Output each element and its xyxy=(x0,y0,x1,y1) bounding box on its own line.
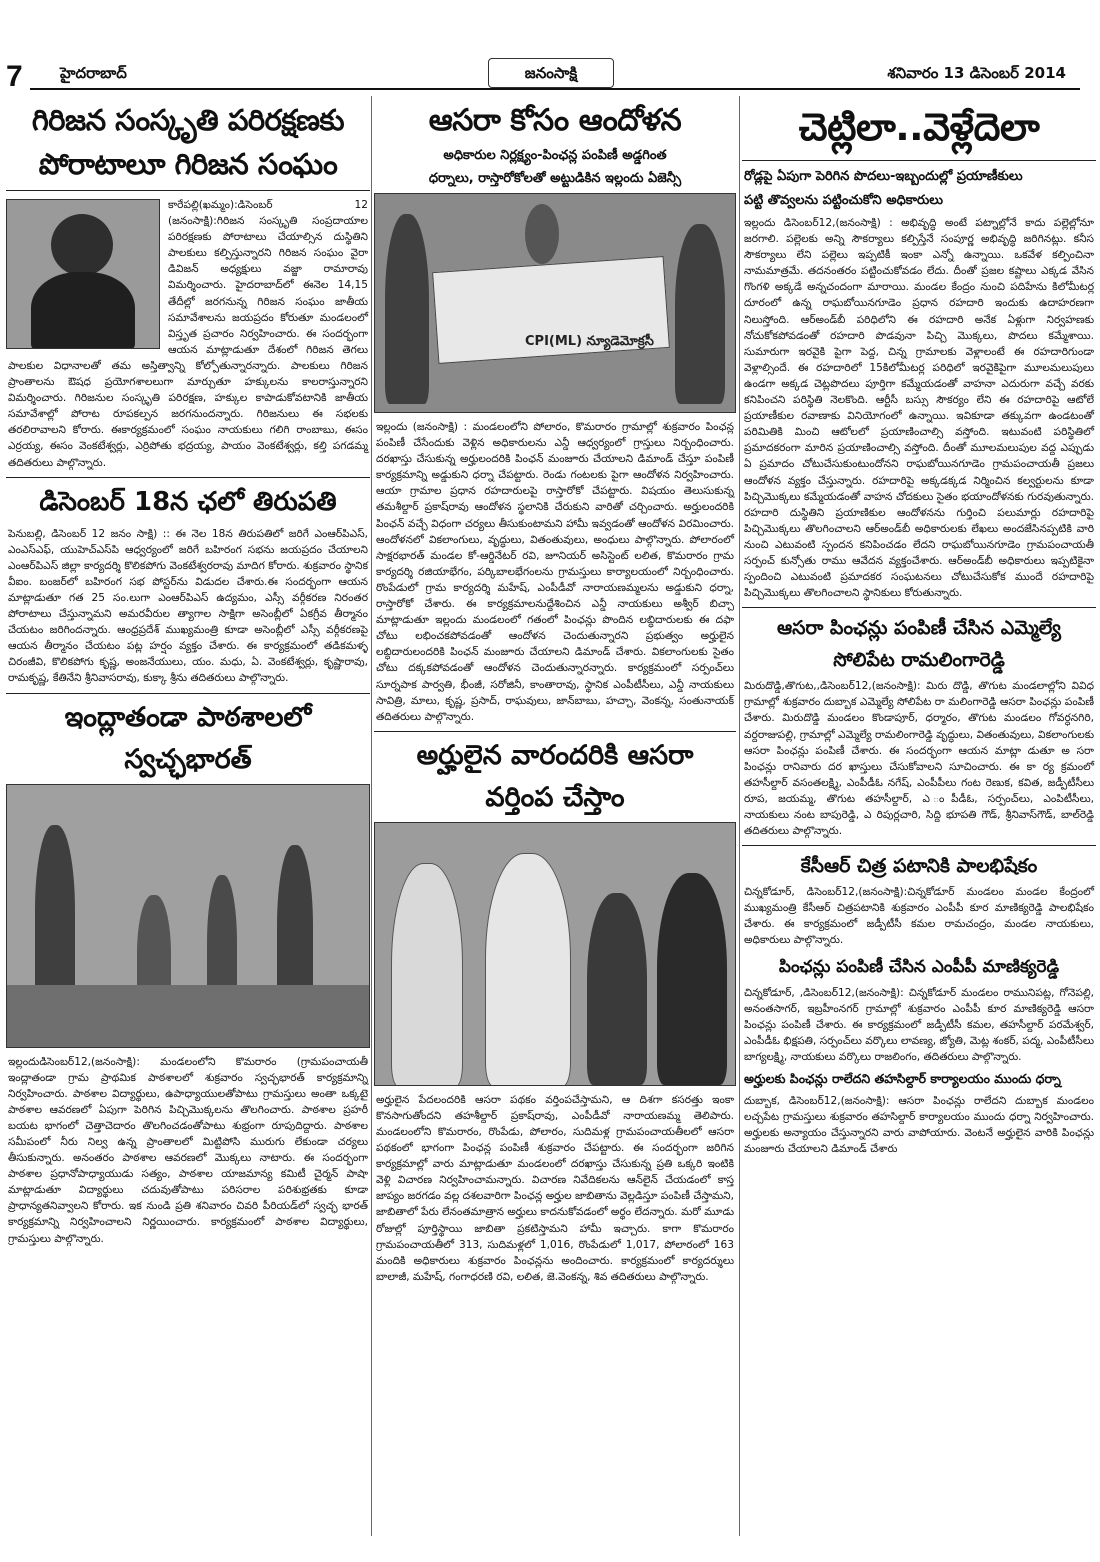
article-body: ఇల్లందు డిసెంబర్12,(జనంసాక్షి) : అభివృద్ధి అంటే పట్నాల్లోనే కాదు పల్లెల్లోనూ జరగాలి. పల్లెలకు అన్ని సౌకర్యాలు కల్పిస్తేనే సంపూర్ణ అభివృద్ధి జరిగినట్లు. కనీస సౌకర్యాలు లేని పల్లెలు ఇప్పటికీ ఇంకా ఎన్నో ఉన్నాయి. ఒకవేళ కల్పించినా నామమాత్రమే. తదనంతరం పట్టించుకోవడం లేదు. దీంతో ప్రజల కష్టాలు ఎక్కడ వేసిన గొంగళి అక్కడే అన్నచందంగా మారాయి. మండల కేంద్రం నుంచి పదిహేను కిలోమీటర్ల దూరంలో ఉన్న రాఘబోయినగూడెం ప్రధాన రహదారి ఇందుకు ఉదాహరణగా నిలుస్తోంది. ఆర్‌అండ్‌బీ పరిధిలోని ఈ రహదారి అనేక ఏళ్లుగా నిర్వహణకు నోచుకోకపోవడంతో రహదారి పొడవునా పిచ్చి మొక్కలు, పొదలు కమ్మేశాయి. సుమారుగా ఇరవైకి పైగా పెద్ద, చిన్న గ్రామాలకు వెళ్లాలంటే ఈ రహదారిగుండా వెళ్లాల్సిందే. ఈ రహదారిలో 15కిలోమీటర్ల పరిధిలో ఇరవైకిపైగా మూలమలుపులు ఉండగా అక్కడ చెట్లపొదలు పూర్తిగా కమ్మేయడంతో వాహనా ఎదురుగా వచ్చే వరకు కనిపించని పరిస్థితి నెలకొంది. ఆర్టీసీ బస్సు సౌకర్యం లేని ఈ రహదారిపై ఆటోలే ప్రయాణీకుల రవాణాకు వినియోగంలో ఉన్నాయి. ఇవికూడా తక్కువగా ఉండటంతో పరిమితికి మించి ఆటోలలో ప్రయాణించాల్సి వస్తోంది. ఇటువంటి పరిస్థితిలో ప్రమాదకరంగా మారిన ప్రయాణించాల్సి వస్తోంది. దీంతో మూలమలుపుల వద్ద ఎప్పుడు ఏ ప్రమాదం చోటుచేసుకుంటుందోనని రాఘబోయినగూడెం గ్రామపంచాయతీ ప్రజలు ఆందోళన వ్యక్తం చేస్తున్నారు. రహదారిపై అక్కడక్కడ నిర్మించిన కల్వర్టులను కూడా పిచ్చిమొక్కలు కమ్మేయడంతో వాహన చోదకులు సైతం భయాందోళనకు గురవుతున్నారు. రహదారి దుస్థితిని ప్రయాణికుల ఆందోళనను గుర్తించి పలుమార్లు రహదారిపై పిచ్చిమొక్కలు తొలగించాలని ఆర్‌అండ్‌బీ అధికారులకు లేఖలు అందజేసినప్పటికి వారి నుంచి ఎటువంటి స్పందన కనిపించడం లేదని రాఘబోయినగూడెం గ్రామపంచాయతీ సర్పంచ్ కున్సోతు రాము ఆవేదన వ్యక్తంచేశారు. ఆర్‌అండ్‌బీ అధికారులు ఇప్పటికైనా స్పందించి ఎటువంటి ప్రమాదకర సంఘటనలు చోటుచేసుకోక ముందే రహదారిపై పిచ్చిమొక్కలు తొలగించాలని స్థానికులు కోరుతున్నారు. xyxy=(744,217,1094,600)
article-body: దుబ్బాక, డిసెంబర్12,(జనంసాక్షి): ఆసరా పింఛన్లు రాలేదని దుబ్బాక మండలం లచ్చపేట గ్రామస్తులు శుక్రవారం తహసిల్దార్ కార్యాలయం ముందు ధర్నా నిర్వహించారు. అర్హులకు అన్యాయం చేస్తున్నారని వారు వాపోయారు. వెంటనే అర్హులైన వారికి పింఛన్లు మంజూరు చేయాలని డిమాండ్ చేశారు xyxy=(744,1095,1094,1156)
deck: ధర్నాలు, రాస్తారోకోలతో అట్టుడికిన ఇల్లందు ఏజెన్సీ xyxy=(428,171,682,186)
newspaper-logo: జనంసాక్షి xyxy=(488,58,614,88)
divider xyxy=(6,477,370,478)
divider xyxy=(6,190,370,191)
headline: ఇంద్లాతండా పాఠశాలలో xyxy=(64,701,312,733)
column-1 xyxy=(6,96,370,1562)
headline: వర్తింప చేస్తాం xyxy=(485,781,625,813)
article-asara-protest xyxy=(374,100,736,725)
photo-pension-distribution xyxy=(374,822,736,1086)
divider xyxy=(374,731,736,732)
article-body: కారేపల్లి(ఖమ్మం):డిసెంబర్ 12 (జనంసాక్షి):గిరిజన సంస్కృతి సంప్రదాయాల పరిరక్షణకు పోరాటాలు చేయాల్సిన దుస్థితిని పాలకులు కల్పిస్తున్నారని గిరిజన సంఘం వైరా డివిజన్ అధ్యక్షులు వజ్జా రామారావు విమర్శించారు. హైదరాబాద్‌లో ఈనెల 14,15 తేదీల్లో జరగనున్న గిరిజన సంఘం జాతీయ సమావేశాలను జయప్రదం కోరుతూ మండలంలో విస్తృత ప్రచారం నిర్వహించారు. ఈ సందర్భంగా ఆయన మాట్లాడుతూ దేశంలో గిరిజన తెగలు పాలకుల విధానాలతో తమ అస్తిత్వాన్ని కోల్పోతున్నారన్నారు. పాలకులు గిరిజన ప్రాంతాలను ఔషధ ప్రయోగశాలలుగా మార్చుతూ హక్కులను కాలరాస్తున్నారని విమర్శించారు. గిరిజనుల సంస్కృతి పరిరక్షణ, హక్కుల కాపాడుకోవటానికి జాతీయ సమావేశాల్లో పోరాట రూపకల్పన జరగనుందన్నారు. గిరిజనులు ఈ సభలకు తరలిరావాలని కోరారు. ఈకార్యక్రమంలో సంఘం నాయకులు గలిగి రాంబాబు, ఈసం ఎర్రయ్య, ఈసం వెంకటేశ్వర్లు, ఎర్రిపోతు భద్రయ్య, పాయం వెంకటేశ్వర్లు, కల్తి పగడమ్మ తదితరులు పాల్గొన్నారు. xyxy=(8,199,368,469)
publication-date: శనివారం 13 డిసెంబర్ 2014 xyxy=(887,64,1066,82)
article-body: చిన్నకోడూర్, ,డిసెంబర్12,(జనంసాక్షి): చిన్నకోడూర్ మండలం రామునిపట్ల, గోనెపల్లి, అనంతసాగర్, ఇబ్రహీంనగర్ గ్రామాల్లో శుక్రవారం ఎంపీపీ కూర మాణిక్యరెడ్డి ఆసరా పింఛన్లు పంపిణీ చేశారు. ఈ కార్యక్రమంలో జడ్పీటీసీ కమల, తహసీల్దార్ పరమేశ్వర్, ఎంపీడీఓ భిక్షపతి, సర్పంచ్‌లు వర్కొలు లావణ్య, జ్యోతి, మెట్ల శంకర్, పద్మ, ఎంపీటీసీలు బాగ్యలక్ష్మి, నాయకులు వర్కొలు రాజలింగం, తదితరులు పాల్గొన్నారు. xyxy=(744,986,1094,1063)
article-eligible-asara xyxy=(374,738,736,1285)
article-body: చిన్నకోడూర్, డిసెంబర్12,(జనంసాక్షి):చిన్నకోడూర్ మండలం మండల కేంద్రంలో ముఖ్యమంత్రి కేసీఆర్ చిత్రపటానికి శుక్రవారం ఎంపీపీ కూర మాణిక్యరెడ్డి పాలభిషేకం చేశారు. ఈ కార్యక్రమంలో జడ్పీటీసీ కమల రామచంద్రం, మండల నాయకులు, అధికారులు పాల్గొన్నారు. xyxy=(744,886,1094,947)
photo-school-cleanup xyxy=(6,784,370,1048)
article-roadside-bushes xyxy=(742,100,1096,601)
headline: డిసెంబర్ 18న ఛలో తిరుపతి xyxy=(39,486,337,517)
article-body: పెనుబల్లి, డిసెంబర్ 12 జనం సాక్షి) :: ఈ నెల 18న తిరుపతిలో జరిగే ఎంఆర్‌పిఎస్, ఎంఎస్‌ఎఫ్, యుహెచ్‌ఎస్‌పి ఆధ్వర్యంలో జరిగే బహిరంగ సభను జయప్రదం చేయాలని ఎంఆర్‌పిఎస్ జిల్లా కార్యదర్శి కొలికపోగు వెంకటేశ్వరరావు మాదిగ కోరారు. శుక్రవారం స్థానిక వీఐం. బంజర్‌లో బహిరంగ సభ పోస్టర్‌ను విడుదల చేశారు.ఈ సందర్భంగా ఆయన మాట్లాడుతూ గత 25 సం.లుగా ఎంఆర్‌పిఎస్ ఉద్యమం, ఎస్సీ వర్గీకరణ నిరంతర పోరాటాలు చేస్తున్నామని అమరవీరుల త్యాగాల సాక్షిగా అసెంబ్లీలో ఏకగ్రీవ తీర్మానం చేయటం జరిగిందన్నారు. ఆంధ్రప్రదేశ్ ముఖ్యమంత్రి కూడా అసెంబ్లీలో ఎస్సీ వర్గీకరణపై ఆయన తీర్మానం చేయటం పట్ల హర్షం వ్యక్తం చేశారు. ఈ కార్యక్రమంలో తడికమళ్ళ చిరంజీవి, కొలికపోగు కృష్ణ, అంజనేయులు, యం. మధు, ఏ. వెంకటేశ్వర్లు, కృష్ణారావు, రామకృష్ణ, కేతినేని శ్రీనివాసరావు, కుక్కా శ్రీను తదితరులు పాల్గొన్నారు. xyxy=(8,527,368,685)
photo-protest xyxy=(374,193,736,413)
article-mpp-pensions xyxy=(742,953,1096,1065)
article-body: ఇల్లందు (జనంసాక్షి) : మండలంలోని పోలారం, కొమరారం గ్రామాల్లో శుక్రవారం పింఛన్ల పంపిణీ చేసేందుకు వెళ్లిన అధికారులను ఎన్డీ ఆధ్వర్యంలో గ్రాస్తులు నిర్బంధించారు. దరఖాస్తు చేసుకున్న అర్హులందరికి పింఛన్ మంజూరు చేయాలని డిమాండ్ చేస్తూ పంపిణీ కార్యక్రమాన్ని అడ్డుకుని ధర్నా చేపట్టారు. రెండు గంటలకు పైగా ఆందోళన నిర్వహించారు. ఆయా గ్రామాల ప్రధాన రహదారులపై రాస్తారోకో చేపట్టారు. విషయం తెలుసుకున్న తమశీల్దార్ ప్రకాష్‌రావు ఆందోళన స్థలానికి చేరుకుని వారితో చర్చించారు. అర్హులందరికి పింఛన్ వచ్చే విధంగా చర్యలు తీసుకుంటామని హామీ ఇవ్వడంతో ఆందోళన విరమించారు. ఆందోళనలో వికలాంగులు, వృద్ధులు, వితంతువులు, అంధులు పాల్గొన్నారు. పోలారంలో సాక్షరభారత్ మండల కో-ఆర్డినేటర్ రవి, జూనియర్ అసిస్టెంట్ లలిత, కొమరారం గ్రామ కార్యదర్శి రజియాభేగం, పర్కిబాలభేగంలను గ్రామస్తులు కార్యాలయంలో నిర్బంధించారు. రొంపేడులో గ్రామ కార్యదర్శి మహేష్, ఎంపీడీవో నారాయణమ్మలను అడ్డుకుని ధర్నా, రాస్తారోకో చేశారు. ఈ కార్యక్రమాలనుద్దేశించిన ఎన్డీ నాయకులు అశ్వీర్ బిచ్చా మాట్లాడుతూ ఇల్లందు మండలంలో గతంలో పింఛన్లు పొందిన లబ్ధిదారులకు ఈ దఫా చోటు లభించకపోవడంతో ఆందోళన చెందుతున్నారని ప్రభుత్వం అర్హులైన లబ్ధిదారులందరికి పింఛన్ మంజూరు చేయాలని డిమాండ్ చేశారు. వికలాంగులకు సైతం చోటు దక్కకపోవడంతో ఆందోళన చెందుతున్నారన్నారు. కార్యక్రమంలో సర్పంచ్‌లు సూర్నపాక పార్వతి, భీంజీ, సరోజినీ, కాంతారావు, స్థానిక ఎంపీటీసీలు, ఎన్డీ నాయకులు సావిత్రి, మాలు, కృష్ణ, ప్రసాద్, రాఘవులు, జాన్‌బాబు, హచ్చా, వెంకన్న, సంతునాయక్ తదితరులు పాల్గొన్నారు. xyxy=(376,421,734,723)
kicker: రోడ్లపై ఏపుగా పెరిగిన పొదలు-ఇబ్బందుల్లో ప్రయాణీకులు xyxy=(744,169,1023,184)
divider xyxy=(6,693,370,694)
headline: ఆసరా కోసం ఆందోళన xyxy=(428,103,682,138)
column-divider xyxy=(371,96,372,1536)
deck: అధికారుల నిర్లక్ష్యం-పింఛన్ల పంపిణీ అడ్డగింత xyxy=(443,148,667,163)
headline: చెట్లిలా..వెళ్లేదెలా xyxy=(798,105,1040,149)
headline: గిరిజన సంస్కృతి పరిరక్షణకు xyxy=(31,103,345,137)
article-kcr-milk-abhishekam xyxy=(742,852,1096,948)
article-body: అర్హులైన పేదలందరికి ఆసరా పథకం వర్తింపచేస్తామని, ఆ దిశగా కసరత్తు ఇంకా కొనసాగుతోందని తహశీల్దార్ ప్రకాష్‌రావు, ఎంపీడీవో నారాయణమ్మ తెలిపారు. మండలంలోని కొమరారం, రొంపేడు, పోలారం, సుదిమళ్ల గ్రామపంచాయతీలలో ఆసరా పథకంలో భాగంగా పింఛన్ల పంపిణీ శుక్రవారం చేపట్టారు. ఈ సందర్భంగా జరిగిన కార్యక్రమాల్లో వారు మాట్లాడుతూ మండలంలో దరఖాస్తు చేసుకున్న ప్రతి ఒక్కరి ఇంటికి వెళ్లి విచారణ నిర్వహించామన్నారు. విచారణ నివేదికలను ఆన్‌లైన్ చేయడంలో కాస్త జాప్యం జరగడం వల్ల దశలవారిగా పింఛన్ల అర్హుల జాబితాను వెల్లడిస్తూ పంపిణీ చేస్తామని, జాబితాలో పేరు లేనంతమాత్రాన అర్హులు కాదనుకోవడంలో అర్థం లేదన్నారు. మరో మూడు రోజుల్లో పూర్తిస్థాయి జాబితా ప్రకటిస్తామని హామీ ఇచ్చారు. కాగా కొమరారం గ్రామపంచాయతీలో 313, సుదిమళ్లలో 1,016, రొంపేడులో 1,017, పోలారంలో 163 మందికి అధికారులు శుక్రవారం పింఛన్లను అందించారు. కార్యక్రమంలో కార్యదర్శులు బాలాజీ, మహేష్, గంగాధరణి రవి, లలిత, జె.వెంకన్న, శివ తదితరులు పాల్గొన్నారు. xyxy=(376,1093,734,1283)
photo-speaker xyxy=(6,199,160,349)
divider xyxy=(742,160,1096,161)
kicker: పట్టి తొవ్వలను పట్టించుకోని అధికారులు xyxy=(744,193,943,208)
article-body: ఇల్లందుడిసెంబర్12,(జనంసాక్షి): మండలంలోని కొమరారం (గ్రామపంచాయతీ ఇంద్లాతండా గ్రామ ప్రాథమిక పాఠశాలలో శుక్రవారం స్వచ్ఛభారత్ కార్యక్రమాన్ని నిర్వహించారు. పాఠశాల విద్యార్థులు, ఉపాధ్యాయులతోపాటు గ్రామస్తులు అంతా ఒక్కటై పాఠశాల ఆవరణలో ఏపుగా పెరిగిన పిచ్చిమొక్కలను తొలగించారు. పాఠశాల ప్రహరీ బయట భాగంలో చెత్తాచెదారం తొలగించడంతోపాటు శుభ్రంగా రూపుదిద్దారు. పాఠశాల సమీపంలో నీరు నిల్వ ఉన్న ప్రాంతాలలో మిట్టిపోసి మురుగు లేకుండా చర్యలు తీసుకున్నారు. అనంతరం పాఠశాల ఆవరణలో మొక్కలు నాటారు. ఈ సందర్భంగా పాఠశాల ప్రధానోపాధ్యాయుడు సత్యం, పాఠశాల యాజమాన్య కమిటీ చైర్మన్ పాషా మాట్లాడుతూ విద్యార్థులు చదువుతోపాటు పరిసరాల పరిశుభ్రతకు కూడా ప్రాధాన్యతనివ్వాలని కోరారు. ఇక నుండి ప్రతి శనివారం చివరి పీరియడ్‌లో స్వచ్ఛ భారత్ కార్యక్రమాన్ని నిర్వహించాలని నిర్ణయించారు. కార్యక్రమంలో పాఠశాల విద్యార్థులు, గ్రామస్తులు పాల్గొన్నారు. xyxy=(8,1055,368,1245)
headline: అర్హులైన వారందరికి ఆసరా xyxy=(416,739,694,771)
headline: పోరాటాలూ గిరిజన సంఘం xyxy=(38,147,338,181)
article-swachh-bharat xyxy=(6,700,370,1247)
banner-text: CPI(ML) న్యూడెమోక్రసీ xyxy=(525,334,654,349)
headline: అర్హులకు పింఛన్లు రాలేదని తహసిల్దార్ కార్యాలయం ముందు ధర్నా xyxy=(744,1071,1061,1087)
divider xyxy=(742,607,1096,608)
masthead-rule xyxy=(30,88,1080,90)
column-2 xyxy=(374,96,736,1562)
headline: ఆసరా పింఛన్లు పంపిణీ చేసిన ఎమ్మెల్యే xyxy=(777,617,1061,640)
masthead xyxy=(0,0,1100,92)
headline: స్వచ్ఛభారత్ xyxy=(124,743,252,775)
column-3 xyxy=(742,96,1096,1562)
article-mla-pensions xyxy=(742,614,1096,839)
page-number: 7 xyxy=(6,60,23,93)
article-chalo-tirupati xyxy=(6,484,370,687)
article-tribal-culture xyxy=(6,100,370,471)
column-divider xyxy=(739,96,740,1536)
edition-city: హైదరాబాద్ xyxy=(60,64,127,82)
headline: పింఛన్లు పంపిణీ చేసిన ఎంపీపీ మాణిక్యరెడ్డి xyxy=(778,956,1060,977)
headline: సోలిపేట రామలింగారెడ్డి xyxy=(833,649,1005,672)
article-body: మిరుదొడ్డి,తొగుట,,డిసెంబర్12,(జనంసాక్షి): మిరు దొడ్డి, తొగుట మండలాల్లోని వివిధ గ్రామాల్లో శుక్రవారం దుబ్బాక ఎమ్మెల్యే సోలిపేట రా మలింగారెడ్డి ఆసరా పింఛన్లు పంపిణీ చేశారు. మిరుదొడ్డి మండలం కొండాపూర్, ధర్మారం, తొగుట మండలం గోవర్ధనగిరి, వర్దరాజుపల్లి, గ్రామాల్లో ఎమ్మెల్యే రామలింగారెడ్డి వృద్ధులు, వితంతువులు, వికలాంగులకు ఆసరా పింఛన్లు పంపిణీ చేశారు. ఈ సందర్భంగా ఆయన మాట్లా డుతూ అ సరా పింఛన్లు రానివారు దర ఖాస్తులు చేసుకోవాలని సూచించారు. ఈ కా ర్య క్రమంలో తహసీల్దార్ వసంతలక్ష్మి, ఎంపీడీఓ నగేష్, ఎంపీపీలు గంట రెణుక, కవిత, జడ్పీటీసీలు రూప, జయమ్మ, తొగుట తహసీల్దార్, ఎ ంపీడీఓ, సర్పంచ్‌లు, ఎంపిటీసీలు, నాయకులు నంట బాపురెడ్డి, ఎ రిపుర్లచారి, సిద్ది భూపతి గౌడ్, శ్రీనివాస్‌గౌడ్, బాల్‌రెడ్డి తదితరులు పాల్గొన్నారు. xyxy=(744,680,1094,838)
article-dharna-tahsildar xyxy=(742,1069,1096,1157)
divider xyxy=(742,845,1096,846)
headline: కేసీఆర్ చిత్ర పటానికి పాలభిషేకం xyxy=(800,855,1038,878)
